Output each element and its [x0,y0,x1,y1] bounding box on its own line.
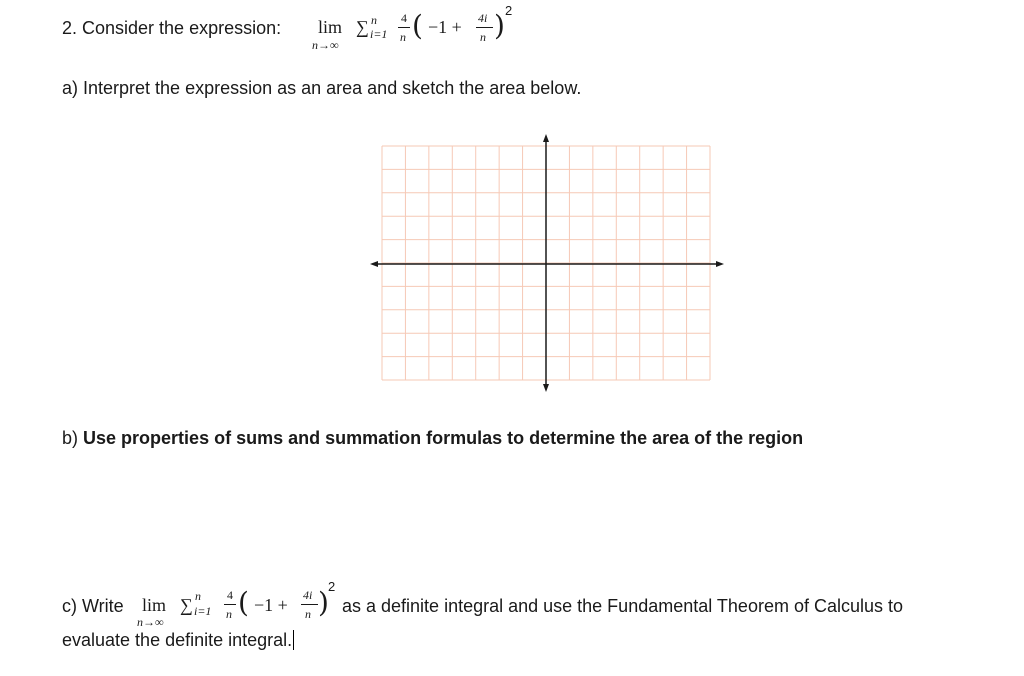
frac1-bar-c [224,604,236,605]
part-c-line2[interactable] [62,630,294,651]
sigma-upper-c: n [195,589,201,603]
y-axis-top-arrow [543,134,549,142]
lim-subscript: n→∞ [312,38,339,52]
open-paren-c: ( [238,586,249,619]
sigma-symbol: ∑ [356,17,369,37]
sigma-lower-c: i=1 [194,604,212,618]
frac2-bar-c [301,604,318,605]
frac2-denominator-c: n [305,607,311,621]
part-b-label: b) [62,428,79,448]
frac2-denominator: n [480,30,486,44]
exponent: 2 [505,3,513,18]
exponent-c: 2 [328,579,336,594]
part-c-label: c) Write [62,596,124,616]
sigma-upper: n [371,13,377,27]
sigma-lower: i=1 [370,27,388,41]
frac2-bar [476,27,493,28]
frac1-denominator: n [400,30,406,44]
frac2-numerator: 4i [478,11,488,25]
part-c-after: as a definite integral and use the Fundamental Theorem of Calculus to [342,596,904,616]
frac1-denominator-c: n [226,607,232,621]
coordinate-grid[interactable] [370,130,730,392]
text-cursor [293,630,294,650]
lim-subscript-c: n→∞ [137,615,164,629]
question-2-prefix: 2. Consider the expression: [62,18,282,38]
y-axis-bottom-arrow [543,384,549,392]
x-axis-right-arrow [716,261,724,267]
x-axis-left-arrow [370,261,378,267]
frac1-numerator-c: 4 [227,588,233,602]
frac1-bar [398,27,410,28]
lim-operator-c: lim [142,595,167,615]
minus-one-plus: −1 + [428,17,462,37]
frac1-numerator: 4 [401,11,407,25]
part-b-text: Use properties of sums and summation formulas to determine the area of the region [83,428,804,448]
part-c-line2-text: evaluate the definite integral. [62,630,293,650]
frac2-numerator-c: 4i [303,588,313,602]
part-b [62,428,803,449]
open-paren: ( [412,9,423,42]
minus-one-plus-c: −1 + [254,595,288,615]
sigma-symbol-c: ∑ [180,595,193,615]
close-paren-c: ) [318,586,329,619]
close-paren: ) [494,9,505,42]
lim-operator: lim [318,17,343,37]
part-a-text: a) Interpret the expression as an area and sketch the area below. [62,78,582,98]
